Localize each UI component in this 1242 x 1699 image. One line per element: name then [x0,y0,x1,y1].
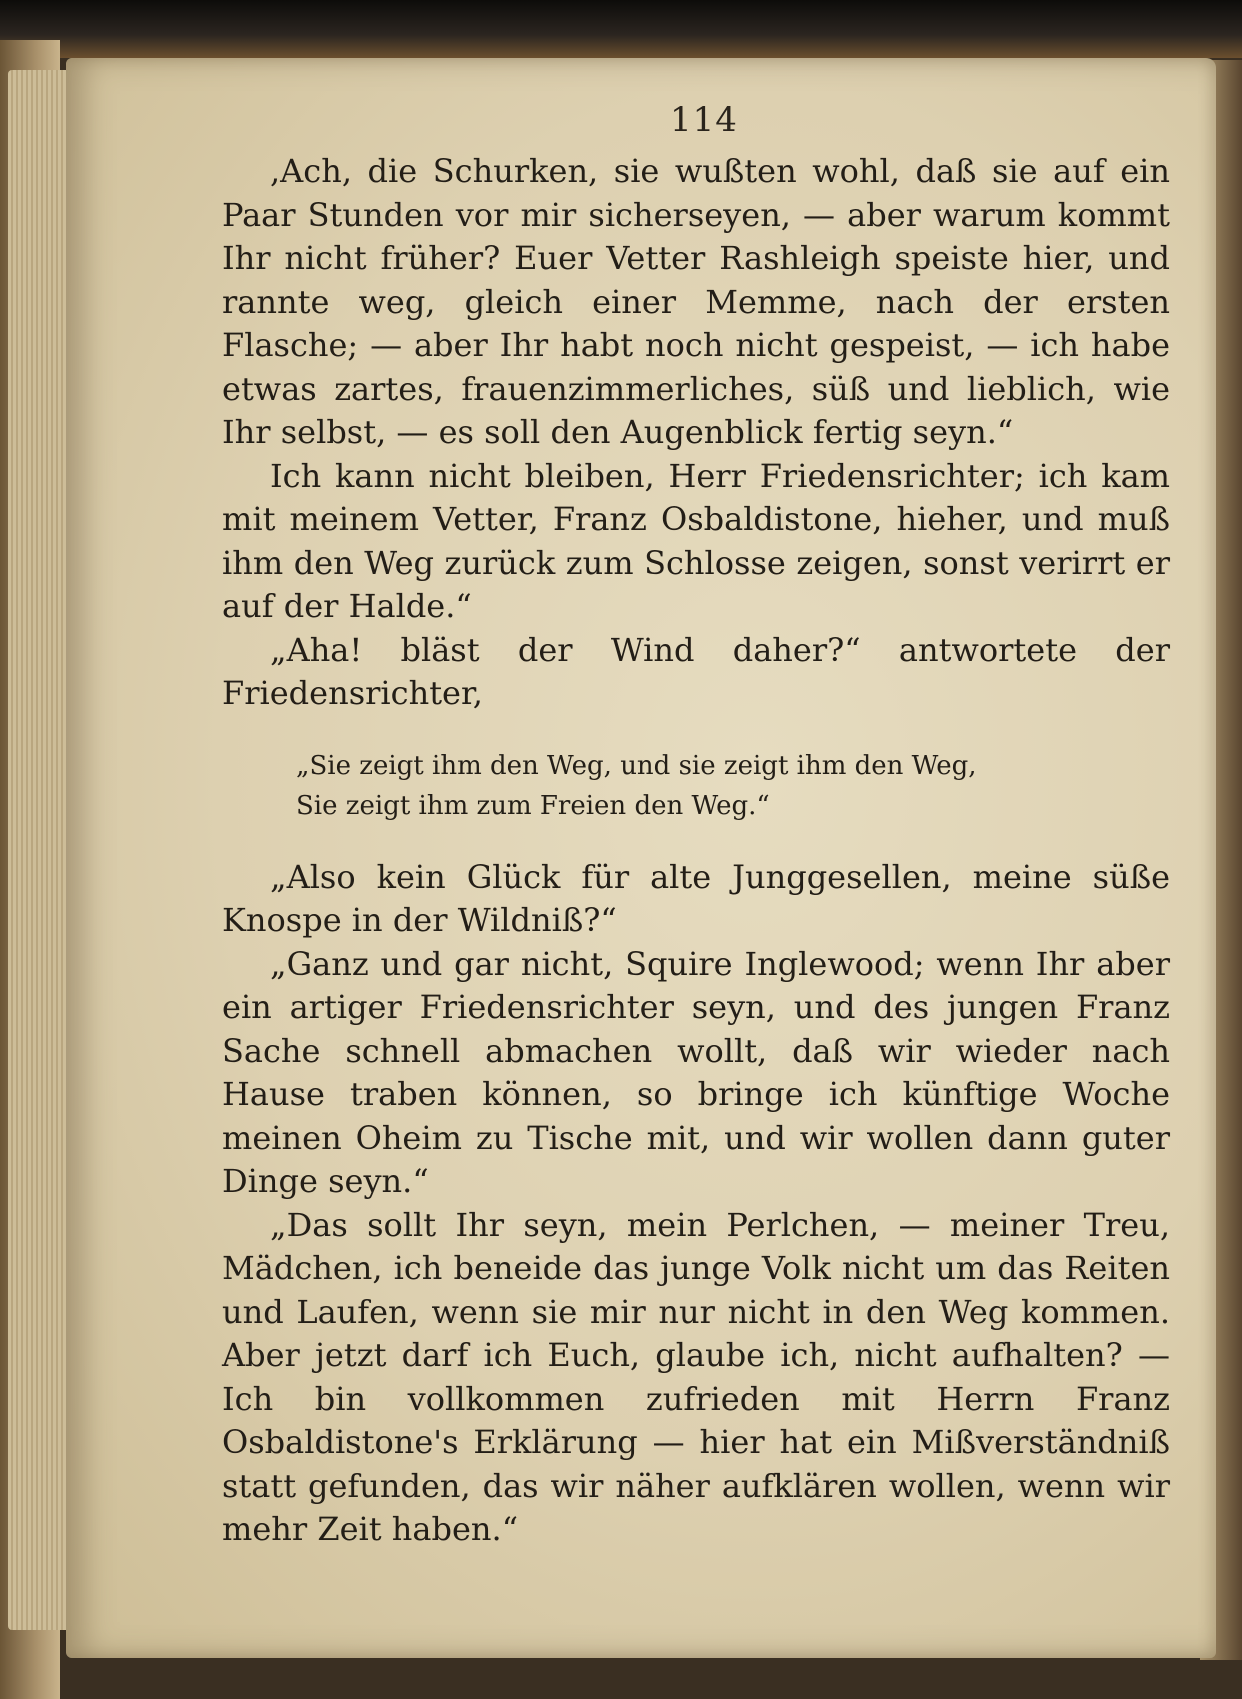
paragraph: ,Ach, die Schurken, sie wußten wohl, daß sie auf ein Paar Stunden vor mir sicherseyen, — aber warum kommt Ihr nicht früher? Euer Vetter Rashleigh speiste hier, und rannte weg, gleich einer Memme, nach der ersten Flasche; — aber Ihr habt noch nicht gespeist, — ich habe etwas zartes, frauenzimmerliches, süß und lieblich, wie Ihr selbst, — es soll den Augenblick fertig seyn.“ [222,152,1170,451]
book-top-edge [0,0,1242,58]
paragraph: „Also kein Glück für alte Junggesellen, meine süße Knospe in der Wildniß?“ [222,857,1170,939]
verse-line: „Sie zeigt ihm den Weg, und sie zeigt ihm den Weg, [296,750,977,781]
verse-line: Sie zeigt ihm zum Freien den Weg.“ [296,790,770,821]
paragraph: „Ganz und gar nicht, Squire Inglewood; wenn Ihr aber ein artiger Friedensrichter seyn, und des jungen Franz Sache schnell abmachen wollt, daß wir wieder nach Hause traben können, so bringe ich künftige Woche meinen Oheim zu Tische mit, und wir wollen dann guter Dinge seyn.“ [222,944,1170,1200]
paragraph: Ich kann nicht bleiben, Herr Friedensrichter; ich kam mit meinem Vetter, Franz Osbaldistone, hieher, und muß ihm den Weg zurück zum Schlosse zeigen, sonst verirrt er auf der Halde.“ [222,456,1170,625]
page-text [222,150,1170,1552]
page-number: 114 [670,100,738,140]
verse-quote [296,746,1170,826]
paragraph: „Aha! bläst der Wind daher?“ antwortete der Friedensrichter, [222,630,1170,712]
paragraph: „Das sollt Ihr seyn, mein Perlchen, — meiner Treu, Mädchen, ich beneide das junge Volk nicht um das Reiten und Laufen, wenn sie mir nur nicht in den Weg kommen. Aber jetzt darf ich Euch, glaube ich, nicht aufhalten? — Ich bin vollkommen zufrieden mit Herrn Franz Osbaldistone's Erklärung — hier hat ein Mißverständniß statt gefunden, das wir näher aufklären wollen, wenn wir mehr Zeit haben.“ [222,1205,1170,1548]
